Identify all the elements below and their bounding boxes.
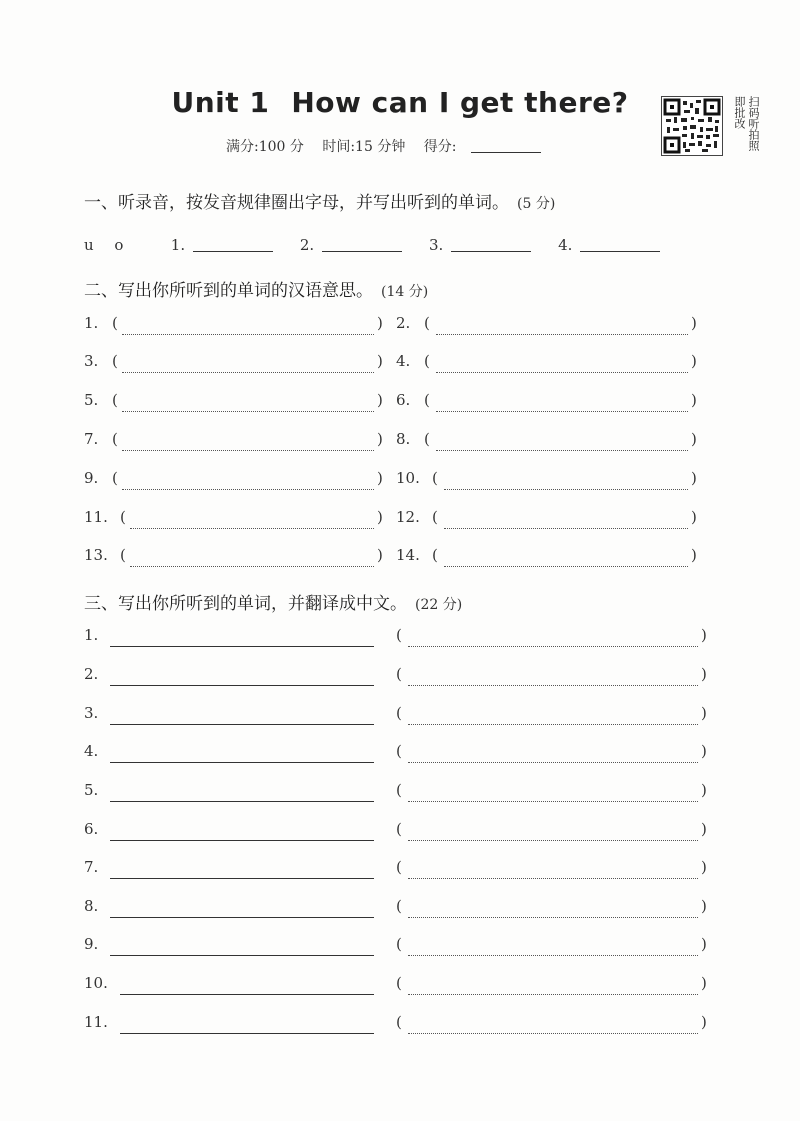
letter-choices[interactable]: u o [84, 236, 132, 254]
s2-item-number: 13. [84, 546, 108, 564]
close-paren: ) [691, 546, 697, 564]
open-paren: ( [396, 935, 402, 953]
close-paren: ) [377, 314, 383, 332]
s3-item-number: 9. [84, 935, 99, 953]
s1-item-number: 2. [299, 236, 315, 254]
s3-row [0, 858, 800, 888]
s3-row [0, 897, 800, 927]
s1-item [558, 236, 660, 254]
s2-item-number: 10. [396, 469, 420, 487]
s2-row [0, 469, 800, 499]
close-paren: ) [701, 935, 707, 953]
s2-row [0, 546, 800, 576]
s3-meaning-field[interactable] [408, 801, 698, 802]
s3-item-number: 4. [84, 742, 99, 760]
title-question: How can I get there? [291, 86, 629, 119]
s3-word-line[interactable] [110, 724, 374, 725]
s3-word-line[interactable] [110, 646, 374, 647]
open-paren: ( [396, 742, 402, 760]
s1-item [300, 236, 402, 254]
s3-meaning-field[interactable] [408, 646, 698, 647]
close-paren: ) [691, 469, 697, 487]
open-paren: ( [424, 391, 430, 409]
close-paren: ) [691, 352, 697, 370]
s3-meaning-field[interactable] [408, 917, 698, 918]
s2-item-number: 2. [396, 314, 411, 332]
s3-item-number: 5. [84, 781, 99, 799]
s3-item-number: 11. [84, 1013, 108, 1031]
s1-item-number: 1. [170, 236, 186, 254]
close-paren: ) [701, 1013, 707, 1031]
s3-meaning-field[interactable] [408, 1033, 698, 1034]
s2-item-number: 1. [84, 314, 99, 332]
open-paren: ( [120, 508, 126, 526]
s2-item-number: 11. [84, 508, 108, 526]
s3-word-line[interactable] [110, 762, 374, 763]
open-paren: ( [396, 858, 402, 876]
s2-row [0, 314, 800, 344]
s2-answer-field[interactable] [444, 528, 688, 529]
open-paren: ( [396, 820, 402, 838]
s3-row [0, 626, 800, 656]
close-paren: ) [377, 469, 383, 487]
s1-answer-line[interactable] [451, 251, 531, 252]
s2-item-number: 6. [396, 391, 411, 409]
s2-item-number: 4. [396, 352, 411, 370]
s3-meaning-field[interactable] [408, 840, 698, 841]
close-paren: ) [701, 704, 707, 722]
close-paren: ) [701, 820, 707, 838]
open-paren: ( [396, 897, 402, 915]
s2-answer-field[interactable] [444, 566, 688, 567]
s3-item-number: 7. [84, 858, 99, 876]
close-paren: ) [377, 391, 383, 409]
s2-item-number: 14. [396, 546, 420, 564]
s1-answer-line[interactable] [580, 251, 660, 252]
open-paren: ( [112, 430, 118, 448]
section-1-heading [84, 188, 555, 213]
s2-row [0, 508, 800, 538]
open-paren: ( [424, 430, 430, 448]
s2-answer-field[interactable] [122, 334, 374, 335]
s2-item-number: 5. [84, 391, 99, 409]
section-3-heading [84, 589, 462, 614]
open-paren: ( [396, 665, 402, 683]
s3-meaning-field[interactable] [408, 724, 698, 725]
open-paren: ( [432, 469, 438, 487]
open-paren: ( [396, 626, 402, 644]
s3-item-number: 1. [84, 626, 99, 644]
s3-item-number: 3. [84, 704, 99, 722]
s2-answer-field[interactable] [122, 411, 374, 412]
s3-meaning-field[interactable] [408, 762, 698, 763]
score-info [226, 136, 541, 156]
s3-word-line[interactable] [110, 955, 374, 956]
open-paren: ( [396, 974, 402, 992]
s3-word-line[interactable] [110, 878, 374, 879]
s3-item-number: 8. [84, 897, 99, 915]
s2-item-number: 3. [84, 352, 99, 370]
s3-item-number: 2. [84, 665, 99, 683]
s3-row [0, 665, 800, 695]
s3-meaning-field[interactable] [408, 994, 698, 995]
s3-word-line[interactable] [110, 840, 374, 841]
section-3-points: (22 分) [415, 597, 463, 613]
close-paren: ) [701, 742, 707, 760]
close-paren: ) [701, 897, 707, 915]
s2-item-number: 8. [396, 430, 411, 448]
close-paren: ) [377, 352, 383, 370]
section-3-title: 三、写出你所听到的单词，并翻译成中文。 [84, 594, 407, 614]
s3-row [0, 935, 800, 965]
section-1-points: (5 分) [517, 196, 556, 212]
s1-answer-line[interactable] [322, 251, 402, 252]
close-paren: ) [701, 858, 707, 876]
s1-item [171, 236, 273, 254]
s3-row [0, 742, 800, 772]
s1-answer-line[interactable] [193, 251, 273, 252]
close-paren: ) [691, 391, 697, 409]
open-paren: ( [396, 1013, 402, 1031]
open-paren: ( [112, 314, 118, 332]
s2-answer-field[interactable] [122, 372, 374, 373]
open-paren: ( [424, 314, 430, 332]
close-paren: ) [691, 314, 697, 332]
s2-item-number: 7. [84, 430, 99, 448]
s2-row [0, 430, 800, 460]
close-paren: ) [377, 546, 383, 564]
open-paren: ( [112, 469, 118, 487]
s3-word-line[interactable] [120, 994, 374, 995]
full-score: 满分:100 分 [226, 139, 304, 155]
close-paren: ) [691, 430, 697, 448]
close-paren: ) [377, 430, 383, 448]
s3-row [0, 820, 800, 850]
close-paren: ) [701, 665, 707, 683]
s2-answer-field[interactable] [436, 334, 688, 335]
qr-code-icon[interactable] [661, 96, 723, 156]
s3-word-line[interactable] [110, 801, 374, 802]
time-limit: 时间:15 分钟 [322, 139, 406, 155]
s3-row [0, 1013, 800, 1043]
s3-row [0, 781, 800, 811]
open-paren: ( [112, 352, 118, 370]
title-unit: Unit 1 [171, 86, 270, 119]
open-paren: ( [396, 781, 402, 799]
s3-meaning-field[interactable] [408, 955, 698, 956]
open-paren: ( [432, 508, 438, 526]
s2-answer-field[interactable] [130, 566, 374, 567]
s2-row [0, 352, 800, 382]
close-paren: ) [377, 508, 383, 526]
open-paren: ( [396, 704, 402, 722]
section-1-title: 一、听录音，按发音规律圈出字母，并写出听到的单词。 [84, 193, 509, 213]
s2-answer-field[interactable] [444, 489, 688, 490]
s2-item-number: 12. [396, 508, 420, 526]
score-label: 得分: [423, 139, 457, 155]
s3-meaning-field[interactable] [408, 685, 698, 686]
open-paren: ( [112, 391, 118, 409]
section-2-points: (14 分) [381, 284, 429, 300]
s3-word-line[interactable] [110, 685, 374, 686]
s3-item-number: 6. [84, 820, 99, 838]
s2-item-number: 9. [84, 469, 99, 487]
open-paren: ( [120, 546, 126, 564]
s2-row [0, 391, 800, 421]
s3-meaning-field[interactable] [408, 878, 698, 879]
s3-row [0, 704, 800, 734]
s1-item-number: 4. [558, 236, 573, 254]
close-paren: ) [701, 974, 707, 992]
s3-item-number: 10. [84, 974, 108, 992]
s2-answer-field[interactable] [436, 450, 688, 451]
s2-answer-field[interactable] [122, 489, 374, 490]
close-paren: ) [691, 508, 697, 526]
s2-answer-field[interactable] [436, 411, 688, 412]
section-1-answers [84, 236, 682, 254]
s3-word-line[interactable] [120, 1033, 374, 1034]
open-paren: ( [424, 352, 430, 370]
close-paren: ) [701, 781, 707, 799]
s1-item [429, 236, 531, 254]
section-2-title: 二、写出你所听到的单词的汉语意思。 [84, 281, 373, 301]
close-paren: ) [701, 626, 707, 644]
s1-item-number: 3. [428, 236, 444, 254]
s2-answer-field[interactable] [130, 528, 374, 529]
score-blank[interactable] [471, 152, 541, 153]
s2-answer-field[interactable] [122, 450, 374, 451]
qr-caption: 扫码听拍照即批改 [733, 96, 760, 151]
s3-row [0, 974, 800, 1004]
s2-answer-field[interactable] [436, 372, 688, 373]
s3-word-line[interactable] [110, 917, 374, 918]
section-2-heading [84, 276, 428, 301]
open-paren: ( [432, 546, 438, 564]
